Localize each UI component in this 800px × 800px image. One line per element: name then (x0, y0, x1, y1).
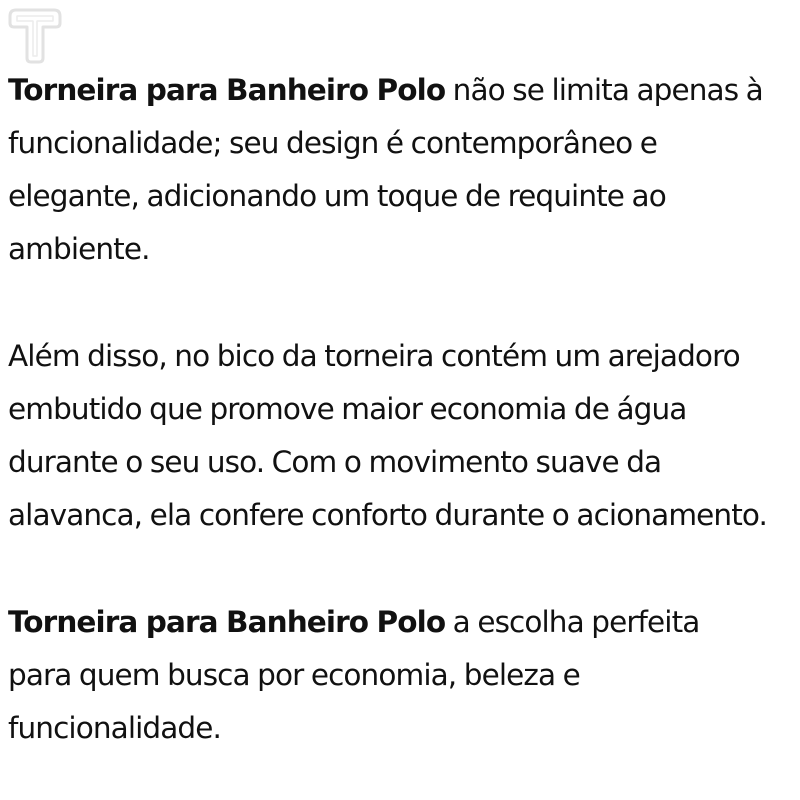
description-paragraph-intro (8, 64, 768, 276)
paragraph-text: Além disso, no bico da torneira contém um arejadoro embutido que promove maior economia de água durante o seu uso. Com o movimento suave da alavanca, ela confere conforto durante o acionamento. (8, 339, 767, 532)
paragraph-text: a escolha perfeita para quem busca por economia, beleza e funcionalidade. (8, 605, 700, 745)
letter-t-logo-icon (6, 6, 64, 64)
product-name: Torneira para Banheiro Polo (8, 73, 446, 107)
description-paragraph-conclusion (8, 596, 768, 755)
product-name: Torneira para Banheiro Polo (8, 605, 446, 639)
description-paragraph-features (8, 330, 768, 542)
paragraph-text: não se limita apenas à funcionalidade; seu design é contemporâneo e elegante, adicionando um toque de requinte ao ambiente. (8, 73, 763, 266)
product-description (8, 64, 768, 755)
